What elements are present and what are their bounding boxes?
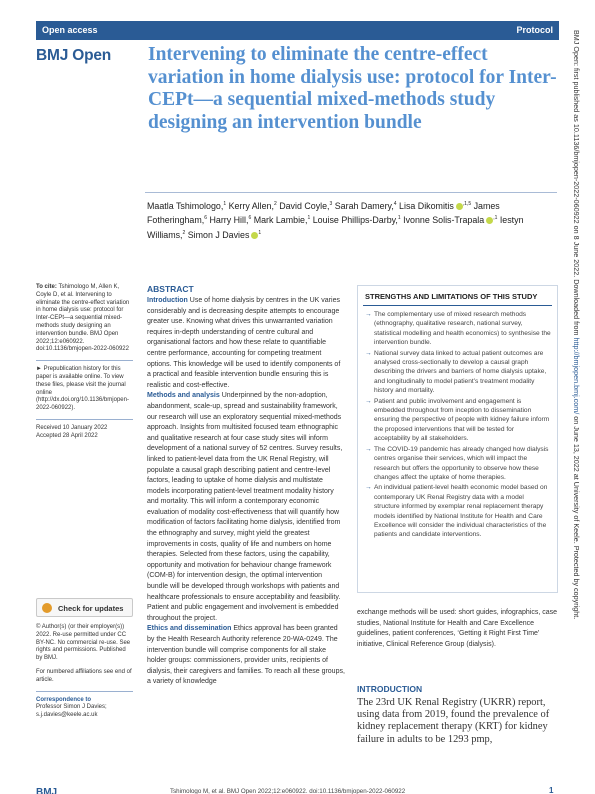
arrow-right-icon: →	[365, 445, 372, 453]
cite-label: To cite:	[36, 284, 57, 290]
introduction-heading: INTRODUCTION	[357, 684, 423, 694]
accepted-date: Accepted 28 April 2022	[36, 432, 98, 439]
cite-text: Tshimologo M, Allen K, Coyle D, et al. Intervening to eliminate the centre-effect variation in home dialysis use: protocol for Inter-CEPt—a sequential mixed-methods study designing an intervention bundle. BMJ Open 2022;12:e060922. doi:10.1136/bmjopen-2022-060922	[36, 284, 130, 353]
author-name: Mark Lambie,	[253, 215, 308, 226]
author-name: Ivonne Solis-Trapala	[403, 215, 485, 226]
article-sidebar	[36, 284, 133, 447]
author-name: Iestyn Williams,	[147, 215, 524, 240]
arrow-right-icon: →	[365, 484, 372, 492]
download-notice-text: BMJ Open: first published as 10.1136/bmjopen-2022-060922 on 8 June 2022. Downloaded from	[572, 30, 581, 338]
correspondence-label: Correspondence to	[36, 696, 92, 703]
author-name: David Coyle,	[279, 200, 330, 211]
abstract-section-label: Introduction	[147, 297, 188, 304]
strengths-limitations-box	[357, 285, 558, 593]
affiliation-number: 2	[182, 229, 186, 236]
abstract-section	[147, 296, 345, 391]
affiliation-number: 1	[307, 215, 311, 222]
affiliation-number: 1	[397, 215, 401, 222]
strength-item-text: National survey data linked to actual patient outcomes are analysed cross-sectionally to develop a causal graph describing the drivers and barriers of home dialysis uptake, and longitudinally to model patient’s treatment modality history and mortality.	[374, 349, 547, 395]
affiliations-note: For numbered affiliations see end of article.	[36, 668, 132, 683]
abstract-continuation: exchange methods will be used: short guides, infographics, case studies, National Institute for Health and Care Excellence guidelines, patient conferences, ‘Getting it Right First Time’ initiative, Clinical Reference Group (dialysis).	[357, 609, 558, 648]
citation-block	[36, 284, 133, 354]
copyright-note: © Author(s) (or their employer(s)) 2022. Re-use permitted under CC BY-NC. No commercial re-use. See rights and permissions. Published by BMJ.	[36, 624, 131, 662]
abstract-section-label: Ethics and dissemination	[147, 625, 232, 633]
abstract-section	[147, 624, 345, 688]
affiliation-number: ,1,5	[462, 201, 472, 207]
author-name: Sarah Damery,	[334, 200, 394, 211]
author-name: Maatla Tshimologo,	[147, 200, 224, 211]
box-title-rule	[363, 305, 552, 306]
footer-bmj-logo: BMJ	[36, 787, 58, 794]
download-notice	[572, 30, 581, 619]
crossmark-icon	[42, 603, 52, 613]
strength-item	[365, 310, 551, 348]
author-name: Lisa Dikomitis	[399, 200, 454, 211]
strength-item	[365, 397, 551, 444]
author-name: Kerry Allen,	[228, 200, 274, 211]
journal-logo: BMJ Open	[36, 47, 112, 64]
footer-citation: Tshimologo M, et al. BMJ Open 2022;12:e060922. doi:10.1136/bmjopen-2022-060922	[170, 788, 406, 794]
affiliation-number: 6	[204, 215, 208, 222]
article-title: Intervening to eliminate the centre-effect variation in home dialysis use: protocol for Inter-CEPt—a sequential mixed-methods study designing an intervention bundle	[148, 44, 557, 133]
side-ribbon	[572, 30, 584, 770]
strength-item	[365, 445, 551, 483]
author-name: Louise Phillips-Darby,	[312, 215, 398, 226]
author-name: Harry Hill,	[209, 215, 249, 226]
received-date: Received 10 January 2022	[36, 424, 108, 431]
strength-item-text: An individual patient-level health economic model based on contemporary UK Renal Registry data with a model structure informed by exemplar renal replacement therapy models identified by National Institute for Health and Care Excellence will consider the individual characteristics of the patients and candidate interventions.	[374, 484, 548, 539]
article-sidebar-lower	[36, 624, 133, 726]
author-name: Simon J Davies	[187, 229, 250, 240]
correspondence-contact[interactable]: Professor Simon J Davies; s.j.davies@keele.ac.uk	[36, 704, 107, 719]
arrow-right-icon: →	[365, 311, 372, 318]
sidebar-divider	[36, 360, 133, 361]
affiliation-number: 1	[258, 229, 262, 236]
article-type-label: Protocol	[516, 25, 553, 35]
check-updates-label: Check for updates	[58, 604, 124, 613]
author-list	[147, 198, 547, 241]
affiliation-number: ,1	[493, 215, 498, 222]
abstract-heading: ABSTRACT	[147, 284, 194, 294]
affiliation-number: 2	[273, 201, 277, 207]
affiliation-number: 6	[248, 215, 252, 222]
introduction-body: The 23rd UK Renal Registry (UKRR) report, using data from 2019, found the prevalence of kidney replacement therapy (KRT) for kidney failure in adults to be 1293 pmp,	[357, 697, 550, 745]
strength-item-text: The complementary use of mixed research methods (ethnography, qualitative research, national survey, statistical modelling and health economics) to synthesise the intervention bundle.	[374, 311, 551, 347]
arrow-right-icon: →	[365, 397, 372, 405]
abstract-section-text: Use of home dialysis by centres in the UK varies considerably and is decreasing despite attempts to encourage greater use. Knowing what drives this unwarranted variation requires in-depth understanding of centre cultural and organisational factors and how these relate to quantifiable centre performance, accounting for competing treatment options. This knowledge will be used to identify components of a practical and feasible intervention bundle ensuring this is realistic and cost-effective.	[147, 297, 341, 389]
strength-item	[365, 483, 551, 539]
affiliation-number: 3	[329, 201, 333, 207]
prepub-note[interactable]: ► Prepublication history for this paper is available online. To view these files, please visit the journal online (http://dx.doi.org/10.1136/bmjopen-2022-060922).	[36, 366, 129, 412]
abstract-section-label: Methods and analysis	[147, 392, 220, 400]
journal-link[interactable]: http://bmjopen.bmj.com/	[572, 337, 581, 415]
abstract-body	[147, 296, 345, 688]
orcid-icon[interactable]	[456, 203, 463, 210]
strength-item-text: Patient and public involvement and engagement is embedded throughout from inception to dissemination ensuring the perspective of people with kidney failure inform the proposed interventions that will be tested for acceptability by all stakeholders.	[374, 397, 550, 443]
author-name: James Fotheringham,	[147, 200, 500, 226]
download-notice-tail: on June 13, 2022 at University of Keele. Protected by copyright.	[572, 414, 581, 620]
strength-item-text: The COVID-19 pandemic has already changed how dialysis centres organise their services, which will impact the research but offers the opportunity to observe how these changes affect the uptake of home therapies.	[374, 445, 549, 481]
sidebar-divider	[36, 691, 133, 692]
abstract-section	[147, 391, 345, 624]
open-access-label: Open access	[42, 25, 98, 35]
strengths-list	[365, 310, 551, 541]
abstract-section-text: Ethics approval has been granted by the Health Research Authority reference 20-WA-0249. The intervention bundle will comprise components for all stake holder groups: commissioners, provider units, recipients of dialysis, their caregivers and families. To reach all these groups, a variety of knowledge	[147, 625, 345, 686]
check-updates-button[interactable]	[36, 598, 133, 617]
box-title: STRENGTHS AND LIMITATIONS OF THIS STUDY	[365, 292, 538, 301]
authors-divider	[145, 192, 557, 193]
arrow-right-icon: →	[365, 349, 372, 357]
affiliation-number: 1	[223, 201, 227, 207]
abstract-section-text: Underpinned by the non-adoption, abandonment, scale-up, spread and sustainability framework, our research will use an exploratory sequential mixed-methods approach. Insights from multisited focused team ethnographic and qualitative research at four case study sites will inform development of a national survey of 52 centres. Survey results, linked to patient-level data from the UK Renal Registry, will populate a causal graph describing patient and centre-level factors, leading to uptake of home dialysis and multistate models incorporating patient-level treatment modality history and mortality. This will inform a contemporary economic evaluation of modality cost-effectiveness that will quantify how modification of factors facilitating home dialysis, identified from the ethnography and survey, might yield the greatest improvements in costs, quality of life and numbers on home therapies. Selected from these factors, using the capability, opportunity and motivation for behaviour change framework (COM-B) for intervention design, the optimal intervention bundle will be developed through workshops with patients and healthcare professionals to ensure acceptability and feasibility. Patient and public engagement and involvement is embedded throughout the project.	[147, 392, 343, 622]
strength-item	[365, 349, 551, 396]
page-number: 1	[549, 786, 554, 794]
affiliation-number: 4	[393, 201, 397, 207]
top-banner	[36, 21, 559, 40]
sidebar-divider	[36, 419, 133, 420]
